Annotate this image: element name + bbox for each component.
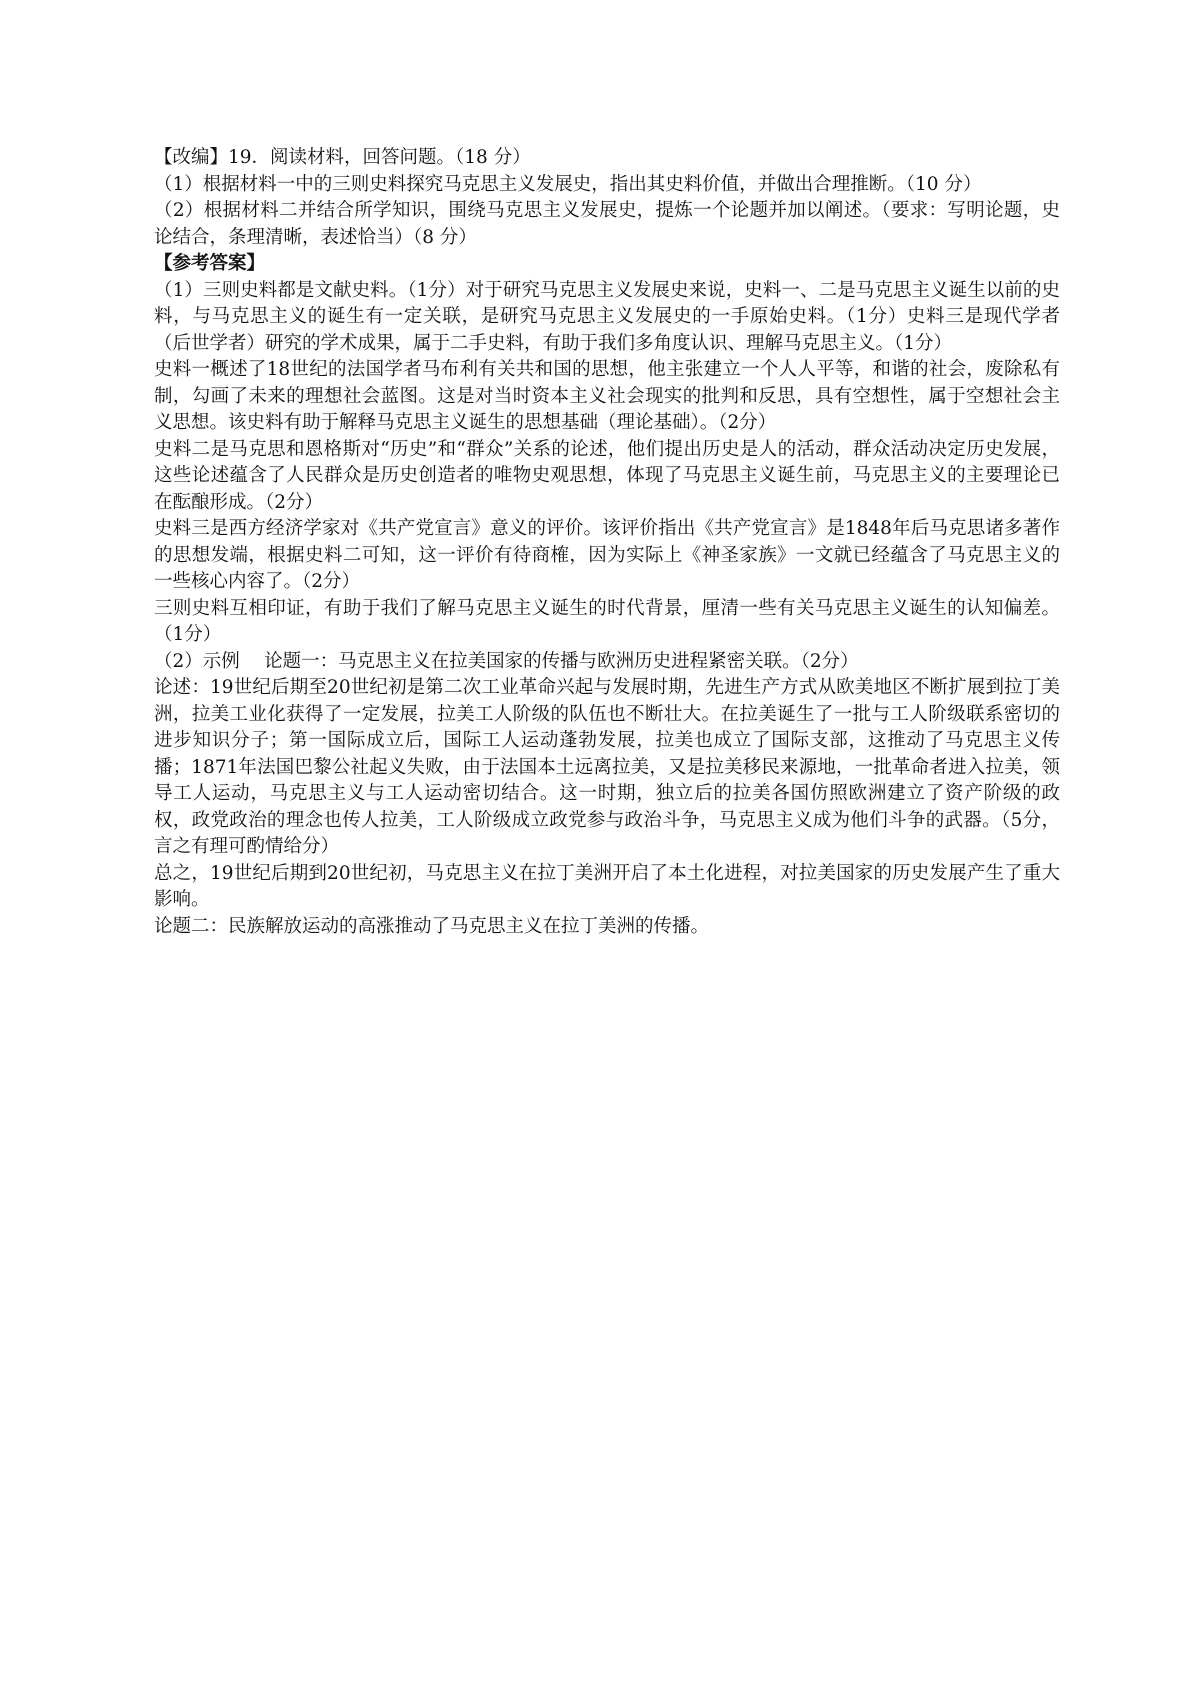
answer-paragraph: 总之，19世纪后期到20世纪初，马克思主义在拉丁美洲开启了本土化进程，对拉美国家的历史发展产生了重大影响。 bbox=[154, 862, 1060, 910]
answer-paragraph: （2）示例 论题一：马克思主义在拉美国家的传播与欧洲历史进程紧密关联。（2分） bbox=[154, 650, 859, 672]
question-header: 【改编】19．阅读材料，回答问题。（18 分） bbox=[154, 147, 531, 168]
answer-paragraph: 论述：19世纪后期至20世纪初是第二次工业革命兴起与发展时期，先进生产方式从欧美地区不断扩展到拉丁美洲，拉美工业化获得了一定发展，拉美工人阶级的队伍也不断壮大。在拉美诞生了一批与工人阶级联系密切的进步知识分子；第一国际成立后，国际工人运动蓬勃发展，拉美也成立了国际支部，这推动了马克思主义传播；1871年法国巴黎公社起义失败，由于法国本土远离拉美，又是拉美移民来源地，一批革命者进入拉美，领导工人运动，马克思主义与工人运动密切结合。这一时期，独立后的拉美各国仿照欧洲建立了资产阶级的政权，政党政治的理念也传人拉美，工人阶级成立政党参与政治斗争，马克思主义成为他们斗争的武器。（5分，言之有理可酌情给分） bbox=[154, 677, 1060, 857]
answer-paragraph: 论题二：民族解放运动的高涨推动了马克思主义在拉丁美洲的传播。 bbox=[154, 915, 710, 937]
answer-paragraph: 史料一概述了18世纪的法国学者马布利有关共和国的思想，他主张建立一个人人平等，和谐的社会，废除私有制，勾画了未来的理想社会蓝图。这是对当时资本主义社会现实的批判和反思，具有空想性，属于空想社会主义思想。该史料有助于解释马克思主义诞生的思想基础（理论基础）。（2分） bbox=[154, 359, 1060, 433]
document-page bbox=[154, 145, 1060, 940]
answer-paragraph: （1）三则史料都是文献史料。（1分）对于研究马克思主义发展史来说，史料一、二是马克思主义诞生以前的史料，与马克思主义的诞生有一定关联，是研究马克思主义发展史的一手原始史料。（1分）史料三是现代学者（后世学者）研究的学术成果，属于二手史料，有助于我们多角度认识、理解马克思主义。（1分） bbox=[154, 279, 1060, 354]
answer-paragraph: 三则史料互相印证，有助于我们了解马克思主义诞生的时代背景，厘清一些有关马克思主义诞生的认知偏差。（1分） bbox=[154, 597, 1060, 645]
answer-paragraph: 史料二是马克思和恩格斯对“历史”和“群众”关系的论述，他们提出历史是人的活动，群众活动决定历史发展，这些论述蕴含了人民群众是历史创造者的唯物史观思想，体现了马克思主义诞生前，马克思主义的主要理论已在酝酿形成。（2分） bbox=[154, 438, 1060, 513]
question-part-2: （2）根据材料二并结合所学知识，围绕马克思主义发展史，提炼一个论题并加以阐述。（要求：写明论题，史论结合，条理清晰，表述恰当）（8 分） bbox=[154, 200, 1060, 248]
question-part-1: （1）根据材料一中的三则史料探究马克思主义发展史，指出其史料价值，并做出合理推断。（10 分） bbox=[154, 173, 982, 195]
answer-title: 【参考答案】 bbox=[154, 253, 266, 274]
answer-paragraph: 史料三是西方经济学家对《共产党宣言》意义的评价。该评价指出《共产党宣言》是1848年后马克思诸多著作的思想发端，根据史料二可知，这一评价有待商榷，因为实际上《神圣家族》一文就已经蕴含了马克思主义的一些核心内容了。（2分） bbox=[154, 518, 1060, 592]
